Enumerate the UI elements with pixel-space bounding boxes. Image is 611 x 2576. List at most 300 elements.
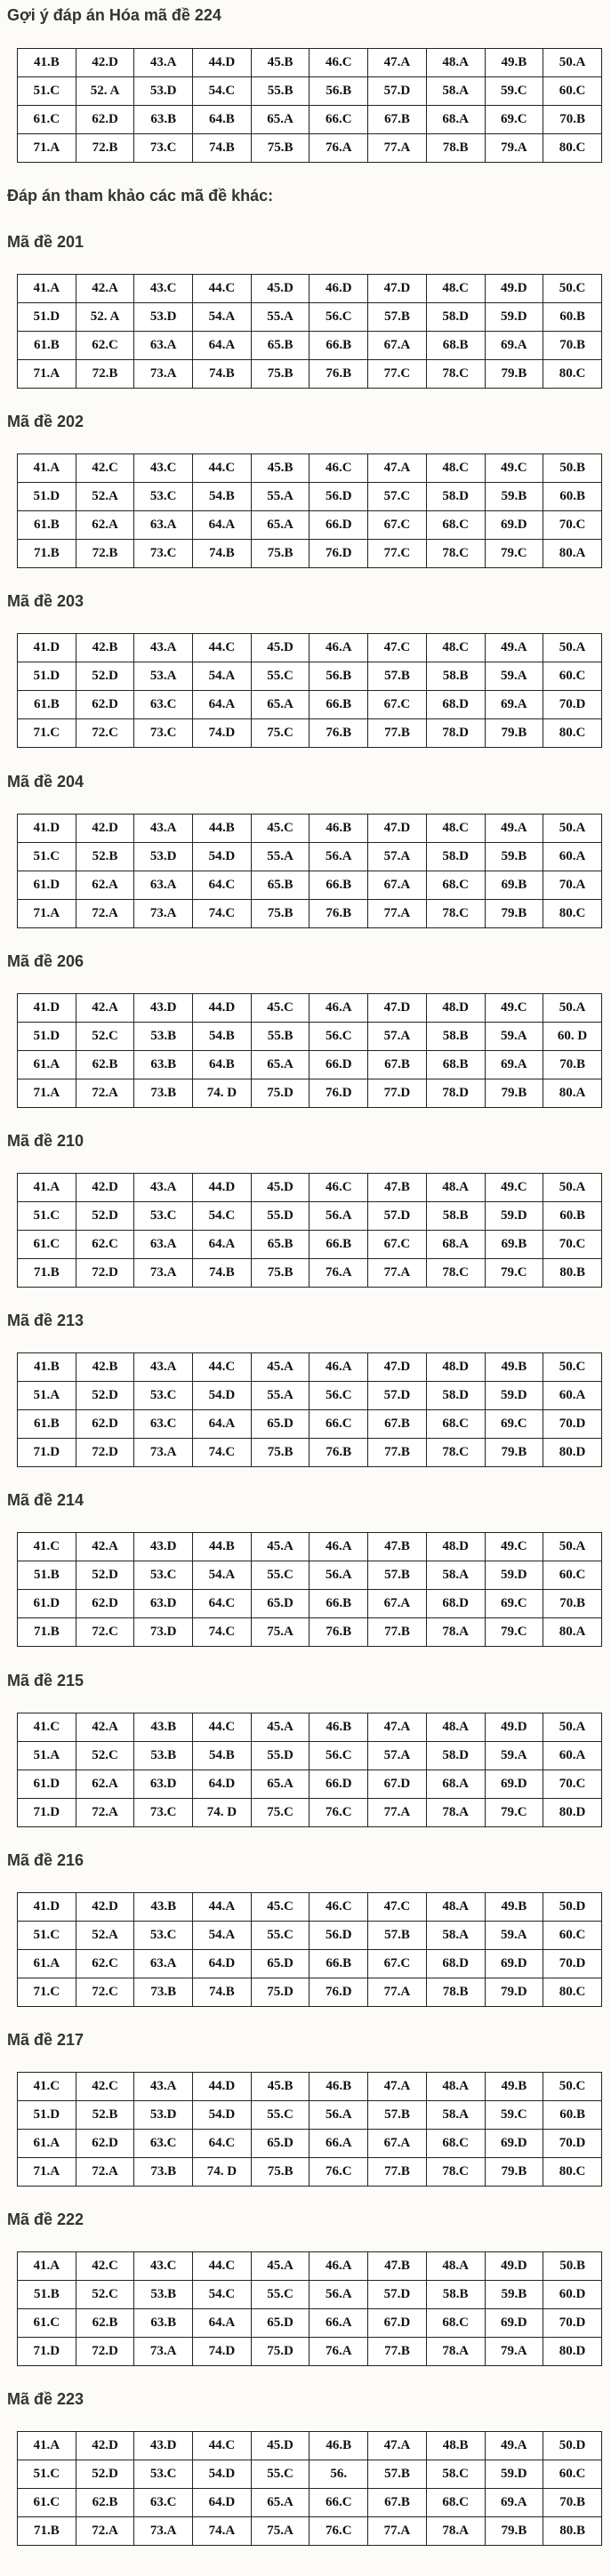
answer-cell: 65.A xyxy=(251,106,310,134)
answer-row xyxy=(18,2489,602,2517)
answer-cell: 47.D xyxy=(368,815,427,843)
answer-cell: 69.D xyxy=(485,2309,543,2338)
answer-cell: 52.A xyxy=(76,483,134,511)
answer-cell: 43.C xyxy=(134,454,193,483)
answer-cell: 49.C xyxy=(485,1533,543,1561)
answer-cell: 79.C xyxy=(485,1799,543,1827)
answer-cell: 69.A xyxy=(485,691,543,719)
answer-cell: 62.D xyxy=(76,106,134,134)
answer-cell: 67.D xyxy=(368,1770,427,1799)
answer-cell: 77.B xyxy=(368,2158,427,2187)
answer-cell: 42.B xyxy=(76,634,134,662)
answer-cell: 59.A xyxy=(485,1742,543,1770)
answer-cell: 61.C xyxy=(18,2489,76,2517)
answer-cell: 44.C xyxy=(193,275,252,303)
answer-cell: 65.D xyxy=(251,1950,310,1978)
answer-cell: 73.A xyxy=(134,1259,193,1288)
answer-cell: 62.D xyxy=(76,2130,134,2158)
answer-cell: 52.D xyxy=(76,1202,134,1231)
answer-cell: 76.B xyxy=(310,1618,368,1647)
answer-cell: 76.B xyxy=(310,360,368,389)
answer-cell: 52.B xyxy=(76,843,134,871)
answer-cell: 72.A xyxy=(76,1799,134,1827)
answer-cell: 61.C xyxy=(18,106,76,134)
exam-code-heading: Mã đề 213 xyxy=(7,1312,84,1329)
answer-cell: 70.C xyxy=(543,1770,602,1799)
answer-cell: 62.B xyxy=(76,1051,134,1079)
answer-cell: 48.D xyxy=(426,1353,485,1382)
answer-cell: 42.D xyxy=(76,2432,134,2460)
answer-table xyxy=(17,2072,602,2187)
answer-cell: 53.D xyxy=(134,77,193,106)
answer-cell: 45.D xyxy=(251,634,310,662)
answer-cell: 59.D xyxy=(485,1202,543,1231)
answer-cell: 72.B xyxy=(76,134,134,163)
answer-cell: 62.C xyxy=(76,1950,134,1978)
answer-cell: 57.D xyxy=(368,77,427,106)
answer-cell: 76.C xyxy=(310,2158,368,2187)
answer-cell: 54.D xyxy=(193,1382,252,1410)
answer-cell: 71.B xyxy=(18,1259,76,1288)
answer-cell: 45.B xyxy=(251,2073,310,2101)
answer-cell: 46.A xyxy=(310,634,368,662)
answer-cell: 75.C xyxy=(251,719,310,748)
answer-cell: 45.C xyxy=(251,1893,310,1922)
answer-cell: 63.A xyxy=(134,332,193,360)
answer-cell: 50.C xyxy=(543,2073,602,2101)
answer-cell: 41.B xyxy=(18,1353,76,1382)
answer-cell: 67.B xyxy=(368,2489,427,2517)
answer-cell: 71.A xyxy=(18,900,76,928)
answer-cell: 60.D xyxy=(543,2281,602,2309)
answer-cell: 72.B xyxy=(76,360,134,389)
answer-cell: 73.C xyxy=(134,134,193,163)
answer-cell: 64.D xyxy=(193,1950,252,1978)
answer-table xyxy=(17,633,602,748)
answer-cell: 80.A xyxy=(543,1618,602,1647)
answer-cell: 73.D xyxy=(134,1618,193,1647)
answer-cell: 66.A xyxy=(310,2130,368,2158)
answer-cell: 71.C xyxy=(18,719,76,748)
answer-cell: 67.C xyxy=(368,691,427,719)
answer-cell: 56.D xyxy=(310,1922,368,1950)
answer-cell: 61.C xyxy=(18,2309,76,2338)
answer-cell: 62.A xyxy=(76,1770,134,1799)
answer-cell: 58.A xyxy=(426,2101,485,2130)
answer-cell: 69.A xyxy=(485,1051,543,1079)
answer-cell: 56.B xyxy=(310,77,368,106)
answer-cell: 45.A xyxy=(251,1353,310,1382)
answer-row xyxy=(18,275,602,303)
answer-cell: 71.A xyxy=(18,360,76,389)
answer-cell: 56.A xyxy=(310,2101,368,2130)
answer-cell: 42.A xyxy=(76,994,134,1023)
answer-cell: 78.D xyxy=(426,1079,485,1108)
answer-cell: 71.D xyxy=(18,2338,76,2366)
answer-cell: 56.C xyxy=(310,1742,368,1770)
answer-table xyxy=(17,274,602,389)
answer-cell: 61.B xyxy=(18,332,76,360)
answer-cell: 56.A xyxy=(310,843,368,871)
answer-cell: 76.B xyxy=(310,719,368,748)
answer-cell: 79.C xyxy=(485,540,543,568)
answer-cell: 45.B xyxy=(251,49,310,77)
answer-cell: 43.B xyxy=(134,1713,193,1742)
answer-cell: 59.C xyxy=(485,77,543,106)
answer-cell: 63.C xyxy=(134,691,193,719)
answer-cell: 51.C xyxy=(18,2460,76,2489)
answer-cell: 58.D xyxy=(426,1382,485,1410)
answer-row xyxy=(18,691,602,719)
answer-row xyxy=(18,134,602,163)
answer-cell: 41.A xyxy=(18,1174,76,1202)
answer-cell: 68.D xyxy=(426,1590,485,1618)
answer-cell: 68.A xyxy=(426,106,485,134)
answer-cell: 58.A xyxy=(426,1561,485,1590)
answer-cell: 47.C xyxy=(368,634,427,662)
answer-cell: 68.C xyxy=(426,2309,485,2338)
answer-cell: 75.D xyxy=(251,2338,310,2366)
answer-cell: 45.C xyxy=(251,994,310,1023)
answer-cell: 69.D xyxy=(485,2130,543,2158)
answer-table xyxy=(17,1352,602,1467)
answer-cell: 75.D xyxy=(251,1978,310,2007)
answer-cell: 74. D xyxy=(193,2158,252,2187)
answer-cell: 43.A xyxy=(134,815,193,843)
answer-cell: 77.C xyxy=(368,540,427,568)
answer-cell: 47.A xyxy=(368,49,427,77)
answer-cell: 47.D xyxy=(368,994,427,1023)
answer-row xyxy=(18,1353,602,1382)
answer-cell: 63.A xyxy=(134,511,193,540)
answer-cell: 70.D xyxy=(543,2130,602,2158)
answer-cell: 58.D xyxy=(426,303,485,332)
answer-cell: 52. A xyxy=(76,303,134,332)
answer-cell: 59.B xyxy=(485,483,543,511)
answer-cell: 63.C xyxy=(134,2489,193,2517)
answer-cell: 70.D xyxy=(543,1410,602,1439)
answer-cell: 61.A xyxy=(18,1051,76,1079)
answer-cell: 62.B xyxy=(76,2309,134,2338)
answer-cell: 61.B xyxy=(18,1410,76,1439)
answer-cell: 54.C xyxy=(193,2281,252,2309)
answer-cell: 42.D xyxy=(76,815,134,843)
answer-cell: 52. A xyxy=(76,77,134,106)
answer-cell: 71.B xyxy=(18,1618,76,1647)
answer-cell: 76.B xyxy=(310,900,368,928)
answer-cell: 75.B xyxy=(251,1439,310,1467)
answer-cell: 77.D xyxy=(368,1079,427,1108)
answer-cell: 57.B xyxy=(368,2101,427,2130)
answer-cell: 49.A xyxy=(485,815,543,843)
answer-cell: 55.A xyxy=(251,303,310,332)
answer-cell: 67.B xyxy=(368,1051,427,1079)
answer-cell: 64.B xyxy=(193,106,252,134)
answer-cell: 75.A xyxy=(251,2517,310,2546)
answer-cell: 78.C xyxy=(426,2158,485,2187)
answer-cell: 63.D xyxy=(134,1770,193,1799)
answer-cell: 47.A xyxy=(368,2432,427,2460)
answer-row xyxy=(18,2460,602,2489)
answer-cell: 57.A xyxy=(368,1023,427,1051)
answer-cell: 51.B xyxy=(18,1561,76,1590)
answer-cell: 48.A xyxy=(426,1174,485,1202)
answer-cell: 66.B xyxy=(310,871,368,900)
answer-cell: 46.A xyxy=(310,2252,368,2281)
answer-cell: 69.D xyxy=(485,511,543,540)
answer-cell: 43.D xyxy=(134,1533,193,1561)
answer-cell: 66.B xyxy=(310,691,368,719)
answer-cell: 45.D xyxy=(251,1174,310,1202)
answer-cell: 73.B xyxy=(134,1978,193,2007)
answer-row xyxy=(18,1174,602,1202)
answer-cell: 70.D xyxy=(543,1950,602,1978)
answer-cell: 77.A xyxy=(368,1259,427,1288)
answer-cell: 68.D xyxy=(426,691,485,719)
answer-cell: 76.C xyxy=(310,2517,368,2546)
answer-cell: 52.D xyxy=(76,1561,134,1590)
answer-cell: 62.D xyxy=(76,1410,134,1439)
answer-cell: 68.C xyxy=(426,2130,485,2158)
answer-cell: 77.A xyxy=(368,134,427,163)
answer-row xyxy=(18,106,602,134)
answer-cell: 50.A xyxy=(543,634,602,662)
answer-cell: 79.C xyxy=(485,1259,543,1288)
answer-cell: 54.A xyxy=(193,1922,252,1950)
answer-cell: 80.C xyxy=(543,2158,602,2187)
answer-cell: 62.C xyxy=(76,332,134,360)
answer-cell: 71.B xyxy=(18,2517,76,2546)
answer-cell: 51.C xyxy=(18,1202,76,1231)
answer-cell: 74.B xyxy=(193,540,252,568)
answer-cell: 44.C xyxy=(193,634,252,662)
answer-cell: 47.D xyxy=(368,275,427,303)
answer-cell: 74.D xyxy=(193,719,252,748)
answer-cell: 59.D xyxy=(485,303,543,332)
answer-cell: 49.A xyxy=(485,634,543,662)
answer-cell: 59.A xyxy=(485,1922,543,1950)
answer-cell: 57.B xyxy=(368,303,427,332)
answer-cell: 68.C xyxy=(426,1410,485,1439)
answer-cell: 65.A xyxy=(251,1770,310,1799)
answer-cell: 67.C xyxy=(368,1231,427,1259)
answer-cell: 73.C xyxy=(134,540,193,568)
answer-cell: 41.D xyxy=(18,634,76,662)
answer-row xyxy=(18,303,602,332)
answer-cell: 53.C xyxy=(134,1922,193,1950)
answer-cell: 62.C xyxy=(76,1231,134,1259)
answer-cell: 67.A xyxy=(368,2130,427,2158)
answer-cell: 75.B xyxy=(251,2158,310,2187)
answer-cell: 80.D xyxy=(543,1439,602,1467)
answer-cell: 60.C xyxy=(543,1561,602,1590)
answer-cell: 50.A xyxy=(543,49,602,77)
answer-cell: 47.A xyxy=(368,1713,427,1742)
answer-cell: 60.C xyxy=(543,2460,602,2489)
answer-row xyxy=(18,1202,602,1231)
answer-cell: 63.C xyxy=(134,2130,193,2158)
answer-cell: 58.B xyxy=(426,1202,485,1231)
answer-cell: 61.D xyxy=(18,1590,76,1618)
answer-cell: 80.C xyxy=(543,900,602,928)
answer-cell: 56. xyxy=(310,2460,368,2489)
answer-cell: 47.B xyxy=(368,1174,427,1202)
answer-cell: 72.D xyxy=(76,1259,134,1288)
answer-row xyxy=(18,1770,602,1799)
answer-cell: 69.D xyxy=(485,1950,543,1978)
answer-cell: 42.D xyxy=(76,1893,134,1922)
answer-row xyxy=(18,1231,602,1259)
answer-cell: 61.A xyxy=(18,1950,76,1978)
answer-cell: 74.B xyxy=(193,1978,252,2007)
answer-cell: 58.D xyxy=(426,843,485,871)
answer-cell: 68.C xyxy=(426,2489,485,2517)
answer-cell: 65.D xyxy=(251,2130,310,2158)
answer-row xyxy=(18,1439,602,1467)
answer-cell: 50.C xyxy=(543,1353,602,1382)
answer-cell: 80.D xyxy=(543,1799,602,1827)
answer-cell: 58.A xyxy=(426,1922,485,1950)
answer-cell: 58.B xyxy=(426,1023,485,1051)
answer-cell: 48.A xyxy=(426,2073,485,2101)
answer-cell: 76.A xyxy=(310,2338,368,2366)
answer-cell: 55.D xyxy=(251,1202,310,1231)
answer-cell: 51.A xyxy=(18,1382,76,1410)
answer-cell: 70.B xyxy=(543,1051,602,1079)
answer-cell: 74.B xyxy=(193,134,252,163)
answer-cell: 65.A xyxy=(251,1051,310,1079)
answer-cell: 44.B xyxy=(193,815,252,843)
answer-cell: 48.C xyxy=(426,634,485,662)
answer-cell: 52.D xyxy=(76,2460,134,2489)
answer-cell: 44.C xyxy=(193,454,252,483)
answer-cell: 55.C xyxy=(251,2281,310,2309)
answer-cell: 55.A xyxy=(251,843,310,871)
answer-cell: 67.A xyxy=(368,332,427,360)
answer-cell: 51.B xyxy=(18,2281,76,2309)
answer-cell: 46.B xyxy=(310,2073,368,2101)
answer-cell: 48.D xyxy=(426,994,485,1023)
answer-cell: 53.C xyxy=(134,1382,193,1410)
answer-cell: 60.A xyxy=(543,1382,602,1410)
answer-cell: 51.D xyxy=(18,2101,76,2130)
answer-cell: 70.B xyxy=(543,1590,602,1618)
answer-cell: 57.B xyxy=(368,2460,427,2489)
answer-cell: 74.B xyxy=(193,360,252,389)
answer-cell: 46.C xyxy=(310,454,368,483)
answer-cell: 42.C xyxy=(76,2252,134,2281)
answer-cell: 44.C xyxy=(193,2432,252,2460)
answer-cell: 41.C xyxy=(18,2073,76,2101)
answer-row xyxy=(18,2309,602,2338)
answer-row xyxy=(18,1079,602,1108)
answer-row xyxy=(18,1618,602,1647)
answer-cell: 58.B xyxy=(426,662,485,691)
answer-cell: 78.A xyxy=(426,2338,485,2366)
answer-table xyxy=(17,993,602,1108)
answer-cell: 54.B xyxy=(193,1023,252,1051)
answer-cell: 53.D xyxy=(134,2101,193,2130)
answer-cell: 67.A xyxy=(368,1590,427,1618)
answer-cell: 57.B xyxy=(368,1561,427,1590)
answer-cell: 60.B xyxy=(543,303,602,332)
answer-cell: 72.C xyxy=(76,1978,134,2007)
answer-cell: 42.C xyxy=(76,2073,134,2101)
answer-cell: 49.D xyxy=(485,2252,543,2281)
answer-cell: 42.D xyxy=(76,1174,134,1202)
answer-cell: 78.A xyxy=(426,2517,485,2546)
answer-cell: 54.A xyxy=(193,1561,252,1590)
answer-cell: 62.A xyxy=(76,871,134,900)
answer-cell: 53.D xyxy=(134,843,193,871)
answer-cell: 70.C xyxy=(543,1231,602,1259)
answer-cell: 59.D xyxy=(485,1382,543,1410)
answer-cell: 66.C xyxy=(310,106,368,134)
answer-cell: 70.B xyxy=(543,106,602,134)
answer-cell: 80.C xyxy=(543,1978,602,2007)
answer-cell: 54.C xyxy=(193,77,252,106)
answer-cell: 43.D xyxy=(134,2432,193,2460)
answer-cell: 46.B xyxy=(310,815,368,843)
answer-cell: 41.C xyxy=(18,1533,76,1561)
answer-cell: 61.B xyxy=(18,691,76,719)
answer-cell: 43.B xyxy=(134,1893,193,1922)
answer-cell: 46.D xyxy=(310,275,368,303)
exam-code-heading: Mã đề 203 xyxy=(7,592,84,610)
answer-cell: 77.A xyxy=(368,900,427,928)
answer-table xyxy=(17,1713,602,1827)
answer-cell: 78.A xyxy=(426,1618,485,1647)
answer-cell: 43.C xyxy=(134,275,193,303)
answer-cell: 72.A xyxy=(76,2517,134,2546)
answer-cell: 47.B xyxy=(368,2252,427,2281)
answer-cell: 72.A xyxy=(76,1079,134,1108)
answer-row xyxy=(18,994,602,1023)
exam-code-heading: Mã đề 206 xyxy=(7,952,84,970)
answer-cell: 57.A xyxy=(368,843,427,871)
answer-cell: 76.B xyxy=(310,1439,368,1467)
answer-cell: 60.C xyxy=(543,662,602,691)
answer-cell: 52.A xyxy=(76,1922,134,1950)
answer-cell: 55.B xyxy=(251,77,310,106)
answer-cell: 42.A xyxy=(76,275,134,303)
answer-cell: 68.A xyxy=(426,1231,485,1259)
answer-row xyxy=(18,1561,602,1590)
answer-cell: 71.B xyxy=(18,540,76,568)
answer-cell: 60.C xyxy=(543,1922,602,1950)
answer-cell: 68.B xyxy=(426,332,485,360)
answer-cell: 53.B xyxy=(134,1742,193,1770)
answer-cell: 78.A xyxy=(426,1799,485,1827)
answer-cell: 75.B xyxy=(251,1259,310,1288)
answer-cell: 76.D xyxy=(310,1978,368,2007)
answer-cell: 45.A xyxy=(251,1533,310,1561)
answer-cell: 79.B xyxy=(485,1079,543,1108)
answer-cell: 65.B xyxy=(251,1231,310,1259)
answer-cell: 55.A xyxy=(251,1382,310,1410)
exam-code-heading: Mã đề 217 xyxy=(7,2031,84,2049)
answer-cell: 51.C xyxy=(18,843,76,871)
answer-row xyxy=(18,1023,602,1051)
answer-cell: 43.A xyxy=(134,634,193,662)
answer-cell: 56.A xyxy=(310,2281,368,2309)
answer-cell: 72.A xyxy=(76,900,134,928)
answer-cell: 58.B xyxy=(426,2281,485,2309)
answer-cell: 69.B xyxy=(485,1231,543,1259)
answer-row xyxy=(18,843,602,871)
answer-cell: 79.A xyxy=(485,2338,543,2366)
answer-cell: 50.B xyxy=(543,454,602,483)
